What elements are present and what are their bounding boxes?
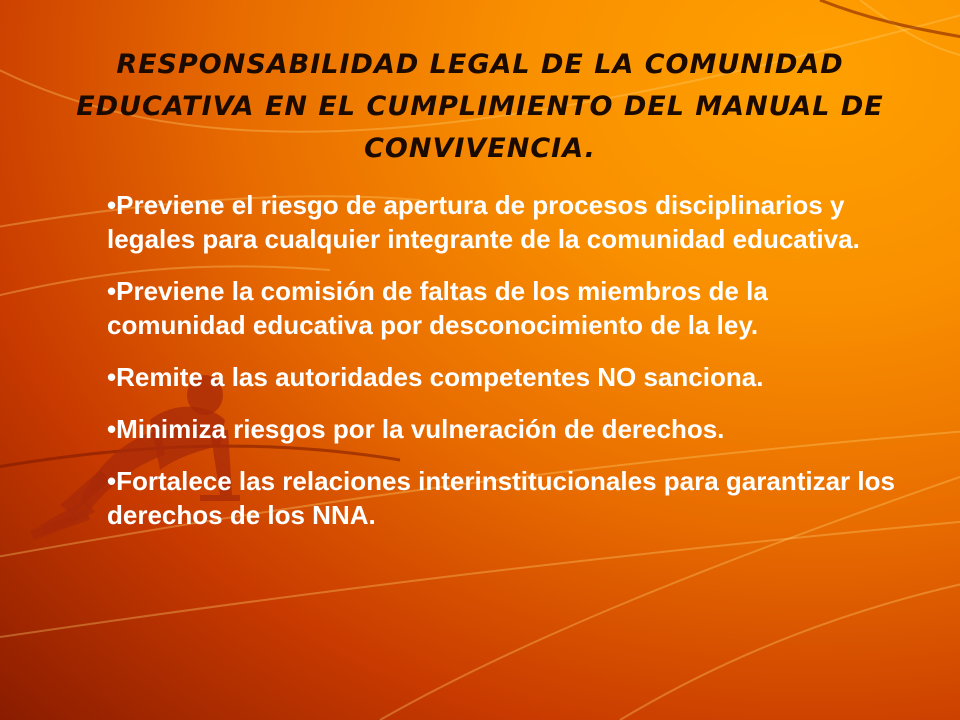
- list-item: [107, 464, 897, 532]
- list-item: [107, 360, 897, 394]
- bullet-marker: •: [107, 414, 117, 444]
- bullet-marker: •: [107, 362, 117, 392]
- list-item: [107, 412, 897, 446]
- bullet-text: Remite a las autoridades competentes NO sanciona.: [116, 362, 764, 392]
- list-item: [107, 188, 897, 256]
- bullet-marker: •: [107, 466, 117, 496]
- slide-title: RESPONSABILIDAD LEGAL DE LA COMUNIDAD EDUCATIVA EN EL CUMPLIMIENTO DEL MANUAL DE CONVIVENCIA.: [76, 49, 884, 164]
- bullet-marker: •: [107, 190, 117, 220]
- bullet-list: [107, 188, 897, 550]
- list-item: [107, 274, 897, 342]
- bullet-text: Fortalece las relaciones interinstitucionales para garantizar los derechos de los NNA.: [107, 466, 895, 530]
- bullet-text: Previene el riesgo de apertura de procesos disciplinarios y legales para cualquier integrante de la comunidad educativa.: [107, 190, 860, 254]
- bullet-text: Minimiza riesgos por la vulneración de derechos.: [116, 414, 725, 444]
- bullet-text: Previene la comisión de faltas de los miembros de la comunidad educativa por desconocimiento de la ley.: [107, 276, 768, 340]
- bullet-marker: •: [107, 276, 117, 306]
